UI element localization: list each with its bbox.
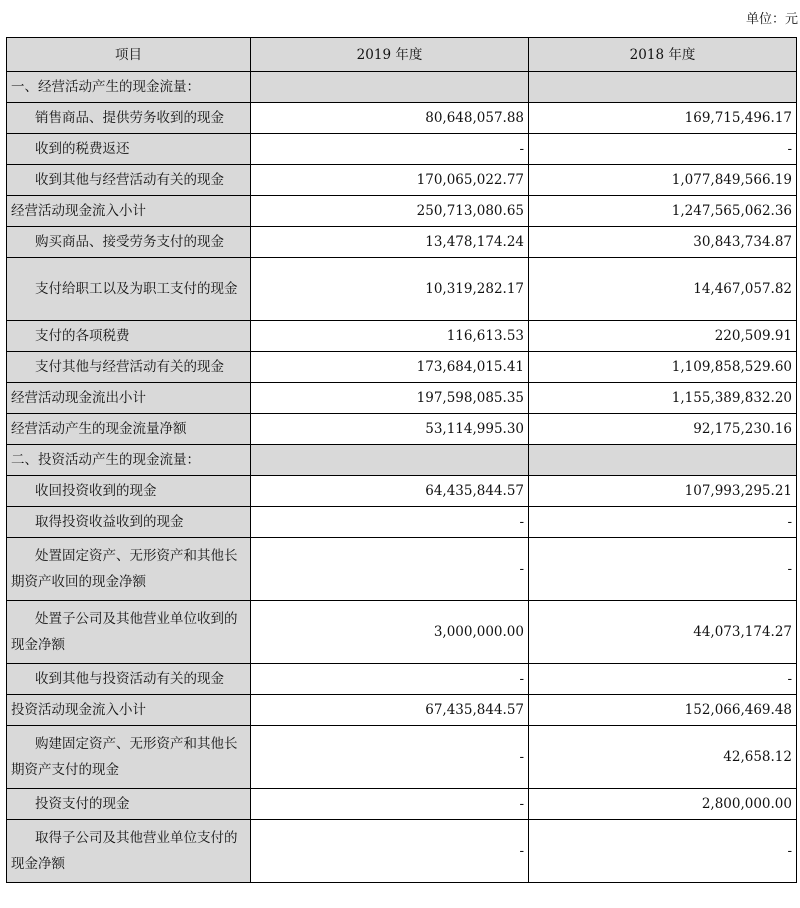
- value-2018: -: [529, 507, 797, 538]
- row-label: 支付给职工以及为职工支付的现金: [7, 258, 251, 321]
- row-label: 收到其他与投资活动有关的现金: [7, 664, 251, 695]
- value-2018: -: [529, 820, 797, 883]
- row-label: 处置子公司及其他营业单位收到的现金净额: [7, 601, 251, 664]
- header-2018: 2018 年度: [529, 38, 797, 72]
- section-empty-cell: [251, 72, 529, 103]
- row-label: 取得投资收益收到的现金: [7, 507, 251, 538]
- value-2019: 170,065,022.77: [251, 165, 529, 196]
- value-2019: 250,713,080.65: [251, 196, 529, 227]
- value-2019: 10,319,282.17: [251, 258, 529, 321]
- value-2019: 197,598,085.35: [251, 383, 529, 414]
- table-row: [7, 726, 797, 789]
- table-row: [7, 103, 797, 134]
- row-label: 处置固定资产、无形资产和其他长期资产收回的现金净额: [7, 538, 251, 601]
- row-label: 经营活动产生的现金流量净额: [7, 414, 251, 445]
- value-2019: 116,613.53: [251, 321, 529, 352]
- table-row: [7, 321, 797, 352]
- value-2018: 30,843,734.87: [529, 227, 797, 258]
- table-row: [7, 601, 797, 664]
- section-empty-cell: [529, 72, 797, 103]
- header-2019: 2019 年度: [251, 38, 529, 72]
- section-empty-cell: [529, 445, 797, 476]
- table-row: [7, 695, 797, 726]
- row-label: 取得子公司及其他营业单位支付的现金净额: [7, 820, 251, 883]
- value-2018: -: [529, 134, 797, 165]
- table-row: [7, 445, 797, 476]
- value-2019: 3,000,000.00: [251, 601, 529, 664]
- table-row: [7, 134, 797, 165]
- value-2019: -: [251, 134, 529, 165]
- value-2019: 53,114,995.30: [251, 414, 529, 445]
- row-label: 经营活动现金流入小计: [7, 196, 251, 227]
- header-item: 项目: [7, 38, 251, 72]
- row-label: 支付其他与经营活动有关的现金: [7, 352, 251, 383]
- value-2019: 67,435,844.57: [251, 695, 529, 726]
- value-2018: 44,073,174.27: [529, 601, 797, 664]
- value-2019: -: [251, 726, 529, 789]
- value-2018: 152,066,469.48: [529, 695, 797, 726]
- row-label: 投资支付的现金: [7, 789, 251, 820]
- table-row: [7, 507, 797, 538]
- row-label: 收回投资收到的现金: [7, 476, 251, 507]
- table-row: [7, 352, 797, 383]
- section-label: 二、投资活动产生的现金流量：: [7, 445, 251, 476]
- row-label: 销售商品、提供劳务收到的现金: [7, 103, 251, 134]
- value-2019: 64,435,844.57: [251, 476, 529, 507]
- table-row: [7, 476, 797, 507]
- table-body: [7, 72, 797, 883]
- value-2018: 1,247,565,062.36: [529, 196, 797, 227]
- cash-flow-table: [6, 37, 797, 883]
- section-empty-cell: [251, 445, 529, 476]
- table-row: [7, 165, 797, 196]
- value-2018: 220,509.91: [529, 321, 797, 352]
- value-2018: 42,658.12: [529, 726, 797, 789]
- row-label: 收到其他与经营活动有关的现金: [7, 165, 251, 196]
- value-2018: -: [529, 664, 797, 695]
- value-2019: 173,684,015.41: [251, 352, 529, 383]
- table-row: [7, 258, 797, 321]
- row-label: 购建固定资产、无形资产和其他长期资产支付的现金: [7, 726, 251, 789]
- table-row: [7, 820, 797, 883]
- value-2018: 1,155,389,832.20: [529, 383, 797, 414]
- section-label: 一、经营活动产生的现金流量：: [7, 72, 251, 103]
- table-header-row: [7, 38, 797, 72]
- value-2019: 13,478,174.24: [251, 227, 529, 258]
- value-2018: 1,077,849,566.19: [529, 165, 797, 196]
- table-row: [7, 227, 797, 258]
- table-row: [7, 414, 797, 445]
- value-2019: -: [251, 820, 529, 883]
- value-2019: -: [251, 789, 529, 820]
- table-row: [7, 383, 797, 414]
- table-row: [7, 789, 797, 820]
- value-2019: -: [251, 507, 529, 538]
- value-2018: 169,715,496.17: [529, 103, 797, 134]
- row-label: 投资活动现金流入小计: [7, 695, 251, 726]
- value-2019: -: [251, 538, 529, 601]
- row-label: 支付的各项税费: [7, 321, 251, 352]
- row-label: 购买商品、接受劳务支付的现金: [7, 227, 251, 258]
- value-2019: 80,648,057.88: [251, 103, 529, 134]
- value-2018: -: [529, 538, 797, 601]
- value-2018: 1,109,858,529.60: [529, 352, 797, 383]
- value-2018: 14,467,057.82: [529, 258, 797, 321]
- table-row: [7, 664, 797, 695]
- table-row: [7, 72, 797, 103]
- table-row: [7, 196, 797, 227]
- unit-label: 单位：元: [745, 12, 798, 27]
- value-2018: 92,175,230.16: [529, 414, 797, 445]
- value-2018: 2,800,000.00: [529, 789, 797, 820]
- value-2019: -: [251, 664, 529, 695]
- table-row: [7, 538, 797, 601]
- row-label: 经营活动现金流出小计: [7, 383, 251, 414]
- row-label: 收到的税费返还: [7, 134, 251, 165]
- value-2018: 107,993,295.21: [529, 476, 797, 507]
